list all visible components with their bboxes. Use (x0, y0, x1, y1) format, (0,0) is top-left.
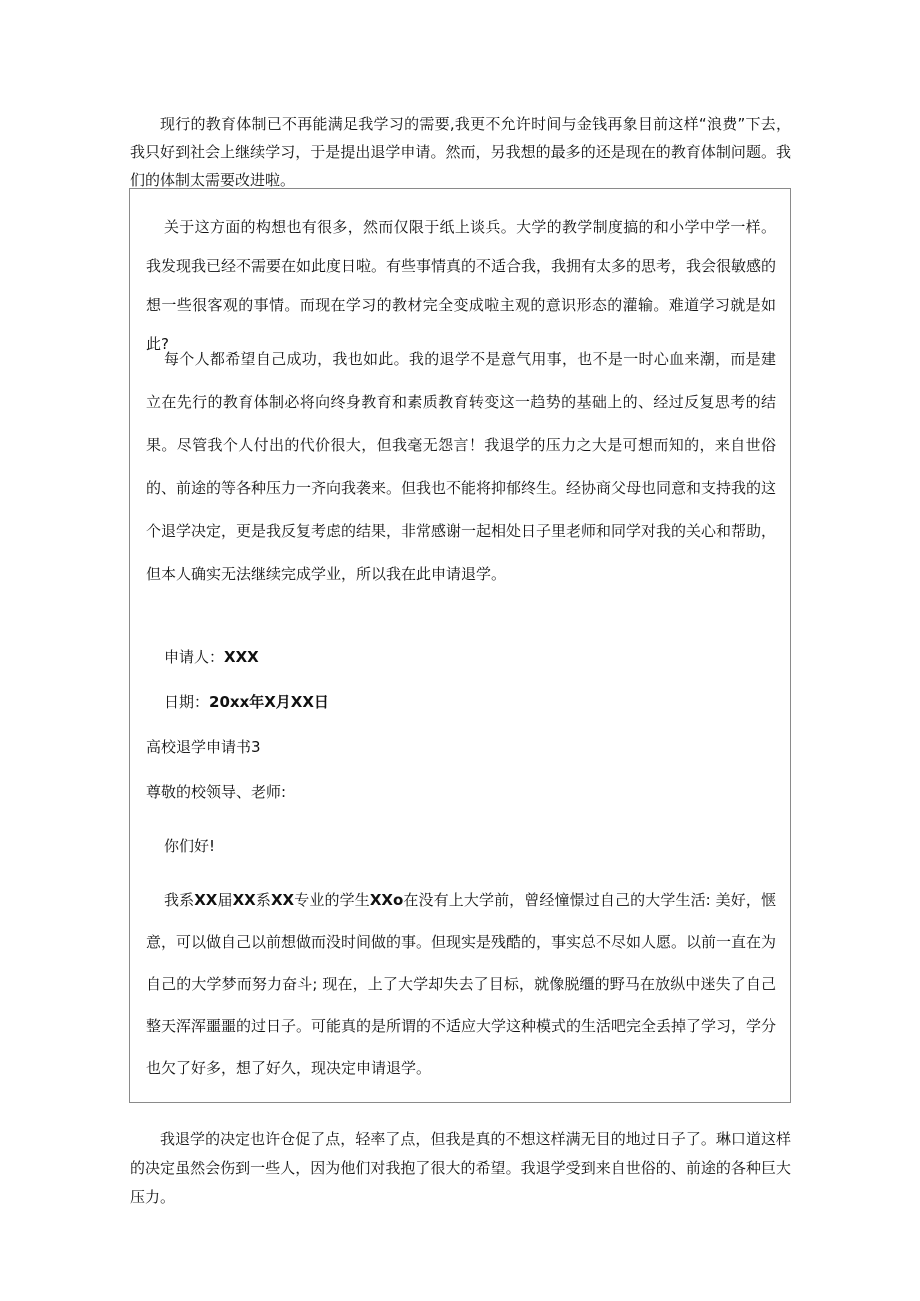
closing-paragraph: 我退学的决定也许仓促了点，轻率了点，但我是真的不想这样满无目的地过日子了。琳口道这样的决定虽然会伤到一些人，因为他们对我抱了很大的希望。我退学受到来自世俗的、前途的各种巨大压力。 (130, 1130, 791, 1206)
para3-mid1: 届 (217, 891, 233, 909)
applicant-line (146, 646, 776, 668)
applicant-value: XXX (224, 648, 259, 666)
greeting: 你们好! (164, 837, 216, 855)
para3-dept: XX (232, 891, 256, 909)
section-title: 高校退学申请书3 (146, 738, 261, 756)
para3-grade: XX (194, 891, 218, 909)
para3-mid2: 系 (255, 891, 271, 909)
para3-name: XXo (369, 891, 404, 909)
intro-paragraph: 现行的教育体制已不再能满足我学习的需要,我更不允许时间与金钱再象目前这样“浪费”下去，我只好到社会上继续学习，于是提出退学申请。然而，另我想的最多的还是现在的教育体制问题。我们的体制太需要改进啦。 (130, 115, 791, 189)
salutation: 尊敬的校领导、老师: (146, 783, 287, 801)
date-label: 日期： (164, 693, 210, 711)
box-paragraph-1: 关于这方面的构想也有很多，然而仅限于纸上谈兵。大学的教学制度搞的和小学中学一样。我发现我已经不需要在如此度日啦。有些事情真的不适合我，我拥有太多的思考，我会很敏感的想一些很客观的事情。而现在学习的教材完全变成啦主观的意识形态的灌输。难道学习就是如此? (146, 218, 777, 353)
date-value: 20xx年X月XX日 (209, 693, 329, 711)
para3-rest: 在没有上大学前，曾经憧憬过自己的大学生活: 美好，惬意，可以做自己以前想做而没时间做的事。但现实是残酷的，事实总不尽如人愿。以前一直在为自己的大学梦而努力奋斗; 现在，上了大学却失去了目标，就像脱缰的野马在放纵中迷失了自己整天浑浑噩噩的过日子。可能真的是所谓的不适应大学这种模式的生活吧完全丢掉了学习，学分也欠了好多，想了好久，现决定申请退学。 (146, 891, 777, 1077)
bordered-content-box (129, 188, 791, 1103)
applicant-label: 申请人： (164, 648, 225, 666)
box-paragraph-2: 每个人都希望自己成功，我也如此。我的退学不是意气用事，也不是一时心血来潮，而是建立在先行的教育体制必将向终身教育和素质教育转变这一趋势的基础上的、经过反复思考的结果。尽管我个人付出的代价很大，但我毫无怨言！我退学的压力之大是可想而知的，来自世俗的、前途的等各种压力一齐向我袭来。但我也不能将抑郁终生。经协商父母也同意和支持我的这个退学决定，更是我反复考虑的结果，非常感谢一起相处日子里老师和同学对我的关心和帮助，但本人确实无法继续完成学业，所以我在此申请退学。 (146, 350, 777, 583)
box-paragraph-3 (146, 879, 776, 1089)
date-line (146, 691, 776, 713)
para3-major: XX (270, 891, 295, 909)
para3-mid3: 专业的学生 (294, 891, 370, 909)
para3-prefix: 我系 (164, 891, 195, 909)
